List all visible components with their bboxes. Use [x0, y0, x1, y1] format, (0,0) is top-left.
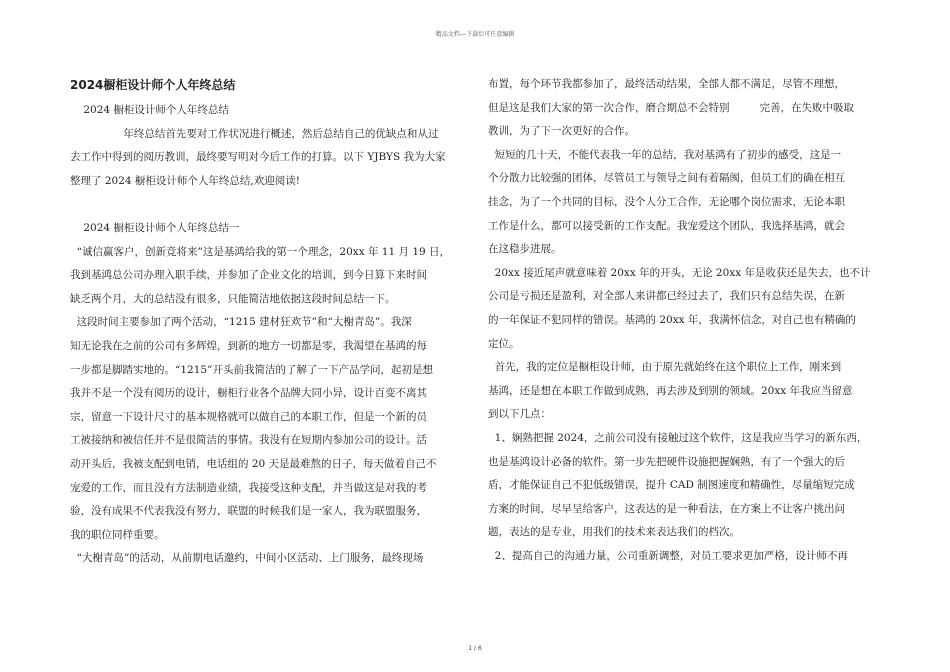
- left-body: [70, 99, 470, 571]
- text-line: 工作是什么，都可以接受新的工作支配。我宠爱这个团队，我选择基鸿，就会: [488, 219, 845, 232]
- text-line: 1、娴熟把握 2024，之前公司没有接触过这个软件，这是我应当学习的新东西，: [488, 431, 868, 444]
- text-line: 个分散力比较强的团体，尽管员工与领导之间有着隔阂，但员工们的确在相互: [488, 172, 845, 185]
- text-line: “大榭青岛”的活动，从前期电话邀约，中间小区活动、上门服务，最终现场: [70, 552, 424, 565]
- text-line: 验，没有成果不代表我没有努力，联盟的时候我们是一家人，我为联盟服务，: [70, 505, 427, 518]
- text-line: 在这稳步进展。: [488, 243, 562, 256]
- text-line: 工被接纳和被信任并不是很简洁的事情。我没有在短期内参加公司的设计。活: [70, 434, 427, 447]
- text-line: 基鸿，还是想在本职工作做到成熟，再去涉及到别的领域。20xx 年我应当留意: [488, 384, 853, 397]
- text-line: 20xx 接近尾声就意味着 20xx 年的开头，无论 20xx 年是收获还是失去，也不计: [488, 266, 871, 279]
- text-line: 知无论我在之前的公司有多辉煌，到新的地方一切都是零，我渴望在基鸿的每: [70, 339, 427, 352]
- text-line: 2024 橱柜设计师个人年终总结: [70, 104, 229, 116]
- text-line: 公司是亏损还是盈利，对全部人来讲都已经过去了，我们只有总结失误，在新: [488, 290, 845, 303]
- text-line: 2、提高自己的沟通力量，公司重新调整，对员工要求更加严格，设计师不再: [488, 549, 848, 562]
- text-line: 动开头后，我被支配到电销，电话组的 20 天是最难熬的日子，每天做着自己不: [70, 457, 437, 470]
- text-line: 去工作中得到的阅历教训，最终要写明对今后工作的打算。以下 YJBYS 我为大家: [70, 151, 446, 164]
- text-line: 也是基鸿设计必备的软件。第一步先把硬件设施把握娴熟，有了一个强大的后: [488, 455, 845, 468]
- text-line: 教训，为了下一次更好的合作。: [488, 125, 635, 138]
- text-line: 一步都是脚踏实地的。“1215”开头前我简洁的了解了一下产品学问，起初是想: [70, 363, 433, 376]
- left-column: [70, 71, 470, 571]
- text-line: [70, 193, 470, 217]
- text-line: 挂念，为了一个共同的目标，没个人分工合作，无论哪个岗位需求，无论本职: [488, 195, 845, 208]
- text-line: 题，表达的是专业，用我们的技术来表达我们的档次。: [488, 526, 740, 539]
- text-line: 方案的时间，尽早呈给客户，这表达的是一种看法，在方案上不让客户挑出问: [488, 502, 845, 515]
- text-line: 整理了 2024 橱柜设计师个人年终总结,欢迎阅读!: [70, 174, 300, 187]
- text-line: 我到基鸿总公司办理入职手续，并参加了企业文化的培训，到今日算下来时间: [70, 269, 427, 282]
- text-line: 年终总结首先要对工作状况进行概述，然后总结自己的优缺点和从过: [70, 127, 439, 140]
- text-line: 宗，留意一下设计尺寸的基本规格就可以做自己的本职工作，但是一个新的员: [70, 410, 427, 423]
- text-line: 的一年保证不犯同样的错误。基鸿的 20xx 年，我满怀信念，对自己也有精确的: [488, 313, 856, 326]
- text-line: 短短的几十天，不能代表我一年的总结，我对基鸿有了初步的感受，这是一: [488, 148, 842, 161]
- text-line: 定位。: [488, 337, 520, 350]
- text-line: “诚信赢客户，创新竞将来”这是基鸿给我的第一个理念，20xx 年 11 月 19 日，: [70, 245, 451, 258]
- text-line: 宠爱的工作，而且没有方法制造业绩，我接受这种支配，并当做这是对我的考: [70, 481, 427, 494]
- text-line: 但是这是我们大家的第一次合作，磨合期总不会特别 完善，在失败中吸取: [488, 101, 855, 114]
- page-number: 1 / 6: [468, 645, 482, 652]
- right-column: [488, 73, 878, 568]
- text-line: 到以下几点：: [488, 408, 551, 421]
- document-title: 2024橱柜设计师个人年终总结: [70, 78, 236, 92]
- text-line: 我并不是一个没有阅历的设计，橱柜行业各个品牌大同小异，设计百变不离其: [70, 387, 427, 400]
- text-line: 我的职位同样重要。: [70, 528, 165, 541]
- text-line: 布置，每个环节我都参加了，最终活动结果，全部人都不满足，尽管不理想，: [488, 78, 845, 90]
- text-line: 这段时间主要参加了两个活动，“1215 建材狂欢节”和“大榭青岛”。我深: [70, 316, 412, 329]
- text-line: 盾，才能保证自己不犯低级错误，提升 CAD 制图速度和精确性，尽量缩短完成: [488, 479, 855, 492]
- text-line: 首先，我的定位是橱柜设计师，由于原先就始终在这个职位上工作，刚来到: [488, 361, 842, 374]
- page-header: 精品文档---下载后可任意编辑: [435, 31, 515, 38]
- text-line: 缺乏两个月，大的总结没有很多，只能简洁地依据这段时间总结一下。: [70, 292, 396, 305]
- text-line: 2024 橱柜设计师个人年终总结一: [70, 221, 240, 234]
- right-body: [488, 73, 878, 568]
